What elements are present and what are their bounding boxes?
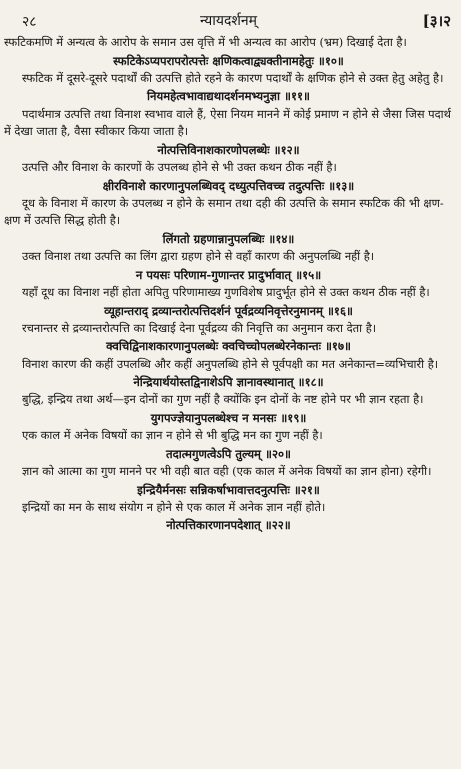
page-header xyxy=(4,8,453,34)
sutra-21: इन्द्रियैर्मनसः सन्निकर्षाभावात्तदनुत्पत्तिः ॥२१॥ xyxy=(137,482,320,497)
page-title: न्यायदर्शनम् xyxy=(199,13,258,29)
paragraph: स्फटिक में दूसरे-दूसरे पदार्थों की उत्पत्ति होते रहने के कारण पदार्थों के क्षणिक होने से उक्त हेतु अहेतु है। xyxy=(22,70,444,85)
paragraph: स्फटिकमणि में अन्यत्व के आरोप के समान उस वृत्ति में भी अन्यत्व का आरोप (भ्रम) दिखाई देता है। xyxy=(4,35,407,49)
page-number: २८ xyxy=(22,14,37,30)
paragraph: इन्द्रियों का मन के साथ संयोग न होने से एक काल में अनेक ज्ञान नहीं होते। xyxy=(22,499,326,514)
sutra-16: व्यूहान्तराद् द्रव्यान्तरोत्पत्तिदर्शनं पूर्वद्रव्यनिवृत्तेरनुमानम् ॥१६॥ xyxy=(104,303,353,318)
sutra-13: क्षीरविनाशे कारणानुपलब्धिवद् दध्युत्पत्तिवच्च तदुत्पत्तिः ॥१३॥ xyxy=(102,178,355,193)
paragraph: विनाश कारण की कहीं उपलब्धि और कहीं अनुपलब्धि होने से पूर्वपक्षी का मत अनेकान्त=व्यभिचारी है। xyxy=(22,356,439,371)
sutra-10: स्फटिकेऽप्यपरापरोत्पत्तेः क्षणिकत्वाद्व्यक्तीनामहेतुः ॥१०॥ xyxy=(113,53,344,68)
sutra-11: नियमहेत्वभावाद्यथादर्शनमभ्यनुज्ञा ॥११॥ xyxy=(147,89,310,104)
paragraph: यहाँ दूध का विनाश नहीं होता अपितु परिणामाख्य गुणविशेष प्रादुर्भूत होने से उक्त कथन ठीक नहीं है। xyxy=(22,284,430,299)
sutra-20: तदात्मगुणत्वेऽपि तुल्यम् ॥२०॥ xyxy=(166,446,291,461)
paragraph: दूध के विनाश में कारण के उपलब्ध न होने के समान तथा दही की उत्पत्ति के समान स्फटिक की भी क्षण-क्षण में उत्पत्ति सिद्ध होती है। xyxy=(4,195,444,228)
paragraph: उक्त विनाश तथा उत्पत्ति का लिंग द्वारा ग्रहण होने से वहाँ कारण की अनुपलब्धि नहीं है। xyxy=(22,249,375,264)
paragraph: रचनान्तर से द्रव्यान्तरोत्पत्ति का दिखाई देना पूर्वद्रव्य की निवृत्ति का अनुमान करा देता है। xyxy=(22,320,377,335)
chapter-reference: [३।२ xyxy=(422,12,451,30)
paragraph: उत्पत्ति और विनाश के कारणों के उपलब्ध होने से भी उक्त कथन ठीक नहीं है। xyxy=(22,159,337,174)
paragraph: एक काल में अनेक विषयों का ज्ञान न होने से भी बुद्धि मन का गुण नहीं है। xyxy=(22,428,323,443)
sutra-17: क्वचिद्विनाशकारणानुपलब्धेः क्वचिच्चोपलब्धेरनेकान्तः ॥१७॥ xyxy=(106,339,351,354)
sutra-15: न पयसः परिणाम-गुणान्तर प्रादुर्भावात् ॥१५॥ xyxy=(135,267,322,282)
sutra-14: लिंगतो ग्रहणान्नानुपलब्धिः ॥१४॥ xyxy=(162,231,295,246)
paragraph: ज्ञान को आत्मा का गुण मानने पर भी वही बात वही (एक काल में अनेक विषयों का ज्ञान होना) रहेगी। xyxy=(22,463,432,478)
paragraph: बुद्धि, इन्द्रिय तथा अर्थ—इन दोनों का गुण नहीं है क्योंकि इन दोनों के नष्ट होने पर भी ज्ञान रहता है। xyxy=(22,392,424,407)
paragraph: पदार्थमात्र उत्पत्ति तथा विनाश स्वभाव वाले हैं, ऐसा नियम मानने में कोई प्रमाण न होने से जैसा जिस पदार्थ में देखा जाता है, वैसा स्वीकार किया जाता है। xyxy=(4,106,451,139)
sutra-22: नोत्पत्तिकारणानपदेशात् ॥२२॥ xyxy=(166,518,291,533)
sutra-19: युगपज्ज्ञेयानुपलब्धेश्च न मनसः ॥१९॥ xyxy=(150,410,307,425)
sutra-18: नेन्द्रियार्थयोस्तद्विनाशेऽपि ज्ञानावस्थानात् ॥१८॥ xyxy=(133,375,324,390)
sutra-12: नोत्पत्तिविनाशकारणोपलब्धेः ॥१२॥ xyxy=(157,142,300,157)
